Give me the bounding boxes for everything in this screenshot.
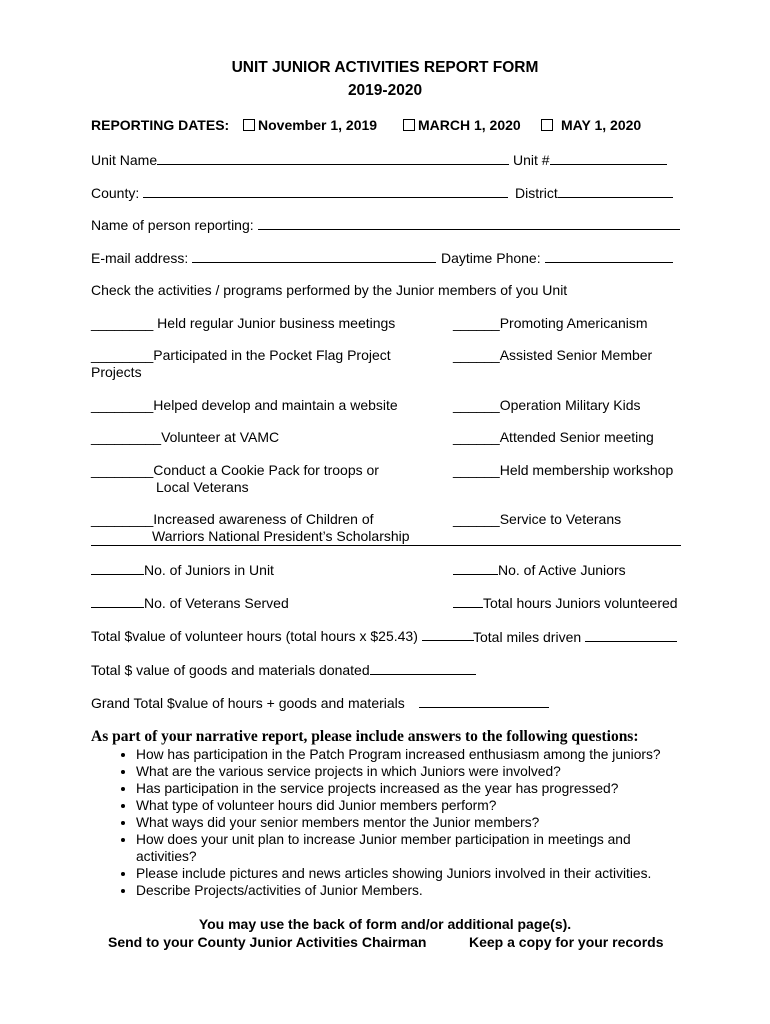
activity-blank[interactable]: ________ (91, 397, 154, 413)
activity-left-line2: Local Veterans (156, 479, 249, 495)
value-goods-row[interactable]: Total $ value of goods and materials donated (91, 661, 476, 679)
activity-right[interactable]: ______Held membership workshop (453, 462, 674, 478)
form-year: 2019-2020 (347, 82, 423, 99)
date-checkbox-may[interactable]: MAY 1, 2020 (541, 117, 641, 134)
person-field[interactable] (258, 216, 680, 230)
checkbox-icon[interactable] (541, 119, 553, 131)
narrative-heading: As part of your narrative report, please include answers to the following questions: (91, 728, 639, 745)
district-field[interactable] (558, 184, 673, 198)
activity-left-line2: Warriors National President’s Scholarship (152, 528, 410, 544)
unit-no-label: Unit # (513, 152, 550, 168)
value-goods-field[interactable] (370, 661, 476, 675)
county-row (91, 184, 508, 202)
list-item: • How does your unit plan to increase Junior member participation in meetings and activities? (136, 831, 636, 865)
activity-blank[interactable]: ______ (453, 429, 500, 445)
list-item: • What ways did your senior members mentor the Junior members? (136, 814, 706, 831)
email-field[interactable] (192, 249, 436, 263)
date-checkbox-nov[interactable]: November 1, 2019 (243, 117, 377, 134)
list-item: • What type of volunteer hours did Junior members perform? (136, 797, 706, 814)
unit-name-row (91, 151, 509, 169)
activity-left[interactable]: ________Conduct a Cookie Pack for troops or (91, 462, 379, 478)
list-item: • How has participation in the Patch Program increased enthusiasm among the juniors? (136, 746, 706, 763)
email-label: E-mail address: (91, 250, 189, 266)
activity-left[interactable]: _________Volunteer at VAMC (91, 429, 280, 445)
activity-blank[interactable]: ______ (453, 511, 500, 527)
unit-no-row (513, 151, 667, 169)
checkbox-icon[interactable] (403, 119, 415, 131)
activity-blank[interactable]: ________ (91, 347, 154, 363)
unit-name-label: Unit Name (91, 152, 158, 168)
list-item: • What are the various service projects in which Juniors were involved? (136, 763, 706, 780)
activity-blank[interactable]: ________ (91, 462, 154, 478)
section-divider (91, 545, 681, 546)
phone-row (441, 249, 673, 267)
phone-field[interactable] (545, 249, 673, 263)
county-field[interactable] (143, 184, 508, 198)
activity-right[interactable]: ______Promoting Americanism (453, 315, 648, 331)
grand-total-row[interactable]: Grand Total $value of hours + goods and materials (91, 694, 549, 712)
activity-left[interactable]: ________Helped develop and maintain a website (91, 397, 398, 413)
footer-keep: Keep a copy for your records (469, 934, 664, 950)
list-item: • Has participation in the service projects increased as the year has progressed? (136, 780, 706, 797)
activity-blank[interactable]: ______ (453, 397, 500, 413)
activity-right[interactable]: ______Operation Military Kids (453, 397, 641, 413)
checkbox-icon[interactable] (243, 119, 255, 131)
activity-blank[interactable]: _________ (91, 429, 162, 445)
phone-label: Daytime Phone: (441, 250, 541, 266)
activity-blank[interactable]: ________ (91, 511, 154, 527)
active-juniors-field[interactable] (453, 562, 498, 575)
county-label: County: (91, 185, 140, 201)
activity-blank[interactable]: ______ (453, 462, 500, 478)
total-hours-field[interactable] (453, 595, 483, 608)
questions-list (112, 746, 706, 899)
reporting-dates-label: REPORTING DATES: (91, 117, 230, 133)
veterans-served-field[interactable] (91, 595, 144, 608)
veterans-served-row[interactable]: No. of Veterans Served (91, 595, 289, 612)
activity-blank[interactable]: ______ (453, 315, 500, 331)
activity-right[interactable]: ______Assisted Senior Member (453, 347, 653, 363)
district-row (515, 184, 673, 202)
check-intro: Check the activities / programs performed by the Junior members of you Unit (91, 282, 568, 298)
footer-send: Send to your County Junior Activities Chairman (108, 934, 427, 950)
unit-name-field[interactable] (157, 151, 509, 165)
juniors-in-unit-field[interactable] (91, 562, 144, 575)
date-checkbox-mar[interactable]: MARCH 1, 2020 (403, 117, 521, 134)
unit-no-field[interactable] (550, 151, 667, 165)
activity-right[interactable]: ______Attended Senior meeting (453, 429, 654, 445)
district-label: District (515, 185, 558, 201)
total-hours-row[interactable]: Total hours Juniors volunteered (453, 595, 678, 612)
list-item: • Please include pictures and news articles showing Juniors involved in their activities. (136, 865, 706, 882)
person-row (91, 216, 680, 234)
activity-left[interactable]: ________Participated in the Pocket Flag Project (91, 347, 391, 363)
miles-field[interactable] (585, 628, 677, 642)
activity-right[interactable]: ______Service to Veterans (453, 511, 622, 527)
miles-row[interactable]: Total miles driven (473, 628, 677, 646)
active-juniors-row[interactable]: No. of Active Juniors (453, 562, 626, 579)
email-row (91, 249, 436, 267)
person-label: Name of person reporting: (91, 217, 254, 233)
value-hours-row[interactable]: Total $value of volunteer hours (total hours x $25.43) (91, 628, 474, 645)
footer-note: You may use the back of form and/or additional page(s). (198, 916, 572, 932)
activity-left[interactable]: ________Increased awareness of Children of (91, 511, 374, 527)
activity-left[interactable]: ________ Held regular Junior business meetings (91, 315, 396, 331)
list-item: • Describe Projects/activities of Junior Members. (136, 882, 706, 899)
juniors-in-unit-row[interactable]: No. of Juniors in Unit (91, 562, 274, 579)
activity-left-line2: Projects (91, 364, 142, 380)
form-title: UNIT JUNIOR ACTIVITIES REPORT FORM (231, 59, 539, 76)
grand-total-field[interactable] (419, 694, 549, 708)
value-hours-field[interactable] (422, 628, 474, 641)
activity-blank[interactable]: ______ (453, 347, 500, 363)
activity-blank[interactable]: ________ (91, 315, 154, 331)
